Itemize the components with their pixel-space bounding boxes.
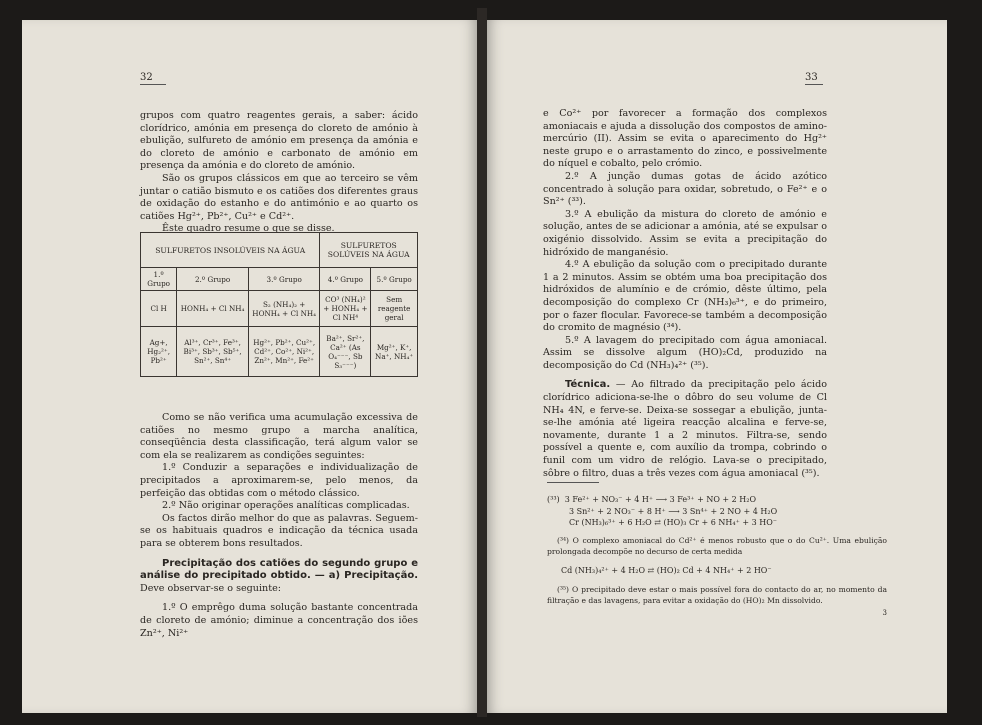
footnote-rule — [547, 482, 599, 483]
paragraph: Como se não verifica uma acumulação excessiva de catiões no mesmo grupo a marcha analítica, conseqüência desta classificação, terá algum valor se com ela se realizarem as condições seguintes: — [140, 412, 418, 461]
group-header: 4.º Grupo — [320, 268, 371, 291]
group-header: 1.º Grupo — [141, 268, 177, 291]
reagent-cell: CO³ (NH₄)² + HONH₄ + Cl NH⁴ — [320, 291, 371, 327]
footnote-text: O precipitado deve estar o mais possível fora do contacto do ar, no momento da filtração e das lavagens, para evitar a oxidação do (HO)₂ Mn dissolvido. — [547, 585, 887, 605]
signature-mark: 3 — [882, 609, 887, 617]
paragraph: e Co²⁺ por favorecer a formação dos complexos amoniacais e ajuda a dissolução dos compostos de amino-mercúrio (II). Assim se evita o aparecimento do Hg²⁺ neste grupo e o arrastamento do zinco, e possivelmente do níquel e cobalto, pelo crómio. — [543, 108, 827, 170]
insoluble-header: SULFURETOS INSOLÚVEIS NA ÁGUA — [141, 233, 320, 268]
heading-tail: Deve observar-se o seguinte: — [140, 582, 281, 594]
group-header: 2.º Grupo — [177, 268, 249, 291]
cation-cell: Ba²⁺, Sr²⁺, Ca²⁺ (As O₄⁻⁻⁻, Sb S₃⁻⁻⁻) — [320, 327, 371, 377]
cation-cell: Hg²⁺, Pb²⁺, Cu²⁺, Cd²⁺, Co²⁺, Ni²⁺, Zn²⁺, Mn²⁺, Fe²⁺ — [248, 327, 320, 377]
right-text — [543, 108, 827, 480]
page-number: 32 — [140, 72, 166, 85]
paragraph: grupos com quatro reagentes gerais, a saber: ácido clorídrico, amónia em presença do cloreto de amónio à ebulição, sulfureto de amónio em presença da amónia e do cloreto de amónio e carbonato de amónio em presença da amónia e do cloreto de amónio. — [140, 110, 418, 172]
paragraph: 3.º A ebulição da mistura do cloreto de amónio e solução, antes de se adicionar a amónia, até se expulsar o oxigénio dissolvido. Assim se evita a precipitação do hidróxido de manganésio. — [543, 208, 827, 258]
footnote-mark: (³⁵) — [557, 585, 570, 594]
left-text-top — [140, 110, 418, 236]
right-page — [487, 20, 947, 713]
reagent-cell: HONH₄ + Cl NH₄ — [177, 291, 249, 327]
technique-label: Técnica. — [565, 379, 611, 391]
reagent-cell: S₂ (NH₄)₂ + HONH₄ + Cl NH₄ — [248, 291, 320, 327]
footnotes — [547, 494, 887, 619]
paragraph: 1.º O emprêgo duma solução bastante concentrada de cloreto de amónio; diminue a concentração dos iões Zn²⁺, Ni²⁺ — [140, 602, 418, 639]
footnote-34 — [547, 535, 887, 557]
left-page — [22, 20, 477, 713]
paragraph: São os grupos clássicos em que ao terceiro se vêm juntar o catião bismuto e os catiões dos diferentes graus de oxidação do estanho e do antimónio e ao quarto os catiões Hg²⁺, Pb²⁺, Cu²⁺ e Cd²⁺. — [140, 172, 418, 222]
footnote-33 — [547, 494, 887, 506]
footnote-mark: (³⁴) — [557, 535, 570, 545]
cation-cell: Ag+, Hg₂²⁺, Pb²⁺ — [141, 327, 177, 377]
reagent-cell: Sem reagente geral — [371, 291, 418, 327]
equation: 3 Fe²⁺ + NO₃⁻ + 4 H⁺ ⟶ 3 Fe³⁺ + NO + 2 H₂O — [564, 495, 757, 504]
footnote-35 — [547, 584, 887, 606]
paragraph: 2.º A junção dumas gotas de ácido azótico concentrado à solução para oxidar, sobretudo, o Fe²⁺ e o Sn²⁺ (³³). — [543, 170, 827, 208]
technique-paragraph — [543, 379, 827, 480]
paragraph: Os factos dirão melhor do que as palavras. Seguem-se os habituais quadros e indicação da técnica usada para se obterem bons resultados. — [140, 512, 418, 549]
equation: Cd (NH₃)₄²⁺ + 4 H₂O ⇄ (HO)₂ Cd + 4 NH₄⁺ + 2 HO⁻ — [561, 565, 772, 575]
paragraph: 4.º A ebulição da solução com o precipitado durante 1 a 2 minutos. Assim se obtém uma boa precipitação dos hidróxidos de alumínio e de crómio, dêste último, pela decomposição do complexo Cr (NH₃)₆³⁺, e do primeiro, por o fazer flocular. Favorece-se também a decomposição do cromito de magnésio (³⁴). — [543, 259, 827, 334]
equation: Cr (NH₃)₆³⁺ + 6 H₂O ⇄ (HO)₃ Cr + 6 NH₄⁺ + 3 HO⁻ — [569, 518, 777, 527]
paragraph: 2.º Não originar operações analíticas complicadas. — [162, 500, 410, 512]
reagent-cell: Cl H — [141, 291, 177, 327]
paragraph: 1.º Conduzir a separações e individualização de precipitados a aproximarem-se, pelo menos, da perfeição das obtidas com o método clássico. — [140, 462, 418, 499]
section-heading-paragraph — [140, 558, 418, 596]
section-heading: Precipitação dos catiões do segundo grupo e análise do precipitado obtido. — a) Precipitação. — [140, 557, 418, 582]
book-gutter — [477, 8, 487, 717]
cation-cell: Al³⁺, Cr³⁺, Fe³⁺, Bi³⁺, Sb³⁺, Sb⁵⁺, Sn²⁺, Sn⁴⁺ — [177, 327, 249, 377]
cation-cell: Mg²⁺, K⁺, Na⁺, NH₄⁺ — [371, 327, 418, 377]
groups-table — [140, 232, 418, 377]
technique-text: — Ao filtrado da precipitação pelo ácido clorídrico adiciona-se-lhe o dôbro do seu volume de Cl NH₄ 4N, e ferve-se. Deixa-se sossegar a ebulição, junta-se-lhe amónia até ligeira reacção alcalina e ferve-se, novamente, durante 1 a 2 minutos. Filtra-se, sendo possível a quente e, com auxílio da trompa, cobrindo o funil com um vidro de relógio. Lava-se o precipitado, sôbre o filtro, duas a três vezes com água amoniacal (³⁵). — [543, 379, 827, 479]
page-number: 33 — [805, 72, 823, 85]
group-header: 3.º Grupo — [248, 268, 320, 291]
group-header: 5.º Grupo — [371, 268, 418, 291]
footnote-mark: (³³) — [547, 495, 560, 504]
footnote-text: O complexo amoniacal do Cd²⁺ é menos robusto que o do Cu²⁺. Uma ebulição prolongada decompõe no decurso de certa medida — [547, 535, 887, 556]
paragraph: 5.º A lavagem do precipitado com água amoniacal. Assim se dissolve algum (HO)₂Cd, produzido na decomposição do Cd (NH₃)₄²⁺ (³⁵). — [543, 334, 827, 371]
equation: 3 Sn²⁺ + 2 NO₃⁻ + 8 H⁺ ⟶ 3 Sn⁴⁺ + 2 NO + 4 H₂O — [569, 506, 778, 516]
left-text-bottom — [140, 412, 418, 640]
soluble-header: SULFURETOS SOLÚVEIS NA ÁGUA — [320, 233, 418, 268]
paragraph: Êste quadro resume o que se disse. — [162, 223, 335, 235]
